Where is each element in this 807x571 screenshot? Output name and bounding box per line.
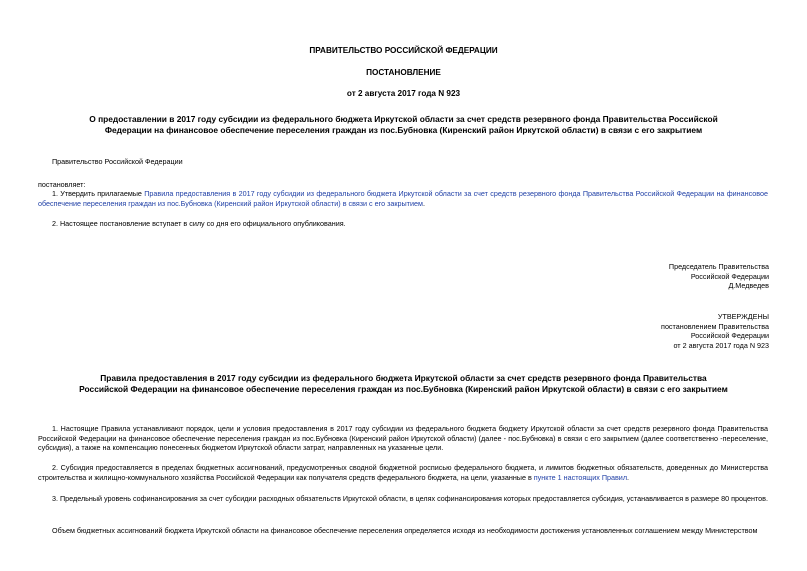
item-1-prefix: 1. Утвердить прилагаемые xyxy=(52,189,145,198)
rule-3: 3. Предельный уровень софинансирования за счет субсидии расходных обязательств Иркутской области, в целях софинансирования которых предоставляется субсидия, устанавливается в размере 80 процентов. xyxy=(52,494,768,503)
approved-date: от 2 августа 2017 года N 923 xyxy=(673,340,769,350)
approved-block xyxy=(661,312,769,350)
decree-item-2: 2. Настоящее постановление вступает в силу со дня его официального опубликования. xyxy=(52,219,346,228)
decree-title xyxy=(0,114,807,137)
signature-org: Российской Федерации xyxy=(690,271,769,281)
rule-1: 1. Настоящие Правила устанавливают порядок, цели и условия предоставления в 2017 году субсидии из федерального бюджета бюджету Иркутской области за счет средств резервного фонда Правительства Российской Федерации на финансовое обеспечение переселения граждан из пос.Бубновка (Киренский район Иркутской области) (далее - пос.Бубновка) в связи с его закрытием (далее соответственно -переселение, субсидия), а также на компенсацию понесенных бюджетом Иркутской области затрат, направленных на указанные цели. xyxy=(38,424,768,452)
rules-title-line-1: Правила предоставления в 2017 году субсидии из федерального бюджета Иркутской области за счет средств резервного фонда Правительства xyxy=(100,373,707,383)
rules-title-line-2: Российской Федерации на финансовое обеспечение переселения граждан из пос.Бубновка (Киренский район Иркутской области) в связи с его закрытием xyxy=(79,384,728,395)
decree-date-number: от 2 августа 2017 года N 923 xyxy=(346,89,461,98)
government-heading: ПРАВИТЕЛЬСТВО РОССИЙСКОЙ ФЕДЕРАЦИИ xyxy=(309,46,498,55)
intro-text: Правительство Российской Федерации xyxy=(52,157,183,166)
rules-point-1-link[interactable]: пункте 1 настоящих Правил xyxy=(533,472,628,482)
approved-org: Российской Федерации xyxy=(690,331,769,340)
resolves-text: постановляет: xyxy=(38,180,86,189)
signature-block xyxy=(669,262,769,291)
decree-title-line-1: О предоставлении в 2017 году субсидии из федерального бюджета Иркутской области за счет средств резервного фонда Правительства Российской xyxy=(89,114,718,124)
rule-4: Объем бюджетных ассигнований бюджета Иркутской области на финансовое обеспечение переселения определяется исходя из необходимости достижения установленных соглашением между Министерством xyxy=(52,526,758,535)
signature-name: Д.Медведев xyxy=(728,281,769,290)
rule-2-text: 2. Субсидия предоставляется в пределах бюджетных ассигнований, предусмотренных сводной бюджетной росписью федерального бюджета, и лимитов бюджетных обязательств, доведенных до Министерства строительства и жилищно-коммунального хозяйства Российской Федерации как получателя средств федерального бюджета, на цели, указанные в xyxy=(38,463,768,482)
item-1-suffix: . xyxy=(422,198,425,208)
rules-title xyxy=(0,373,807,396)
signature-position: Председатель Правительства xyxy=(668,262,769,271)
rules-link[interactable]: Правила предоставления в 2017 году субсидии из федерального бюджета Иркутской области за счет средств резервного фонда Правительства Российской Федерации на финансовое обеспечение переселения граждан из пос.Бубновка (Киренский район Иркутской области) в связи с его закрытием xyxy=(38,189,768,208)
approved-label: УТВЕРЖДЕНЫ xyxy=(717,312,769,321)
decree-item-1 xyxy=(38,189,768,208)
rule-2-suffix: . xyxy=(627,472,630,482)
approved-by: постановлением Правительства xyxy=(661,321,769,331)
doc-type-heading: ПОСТАНОВЛЕНИЕ xyxy=(366,68,441,77)
decree-title-line-2: Федерации на финансовое обеспечение переселения граждан из пос.Бубновка (Киренский район Иркутской области) в связи с его закрытием xyxy=(104,125,703,136)
rule-2 xyxy=(38,463,768,482)
